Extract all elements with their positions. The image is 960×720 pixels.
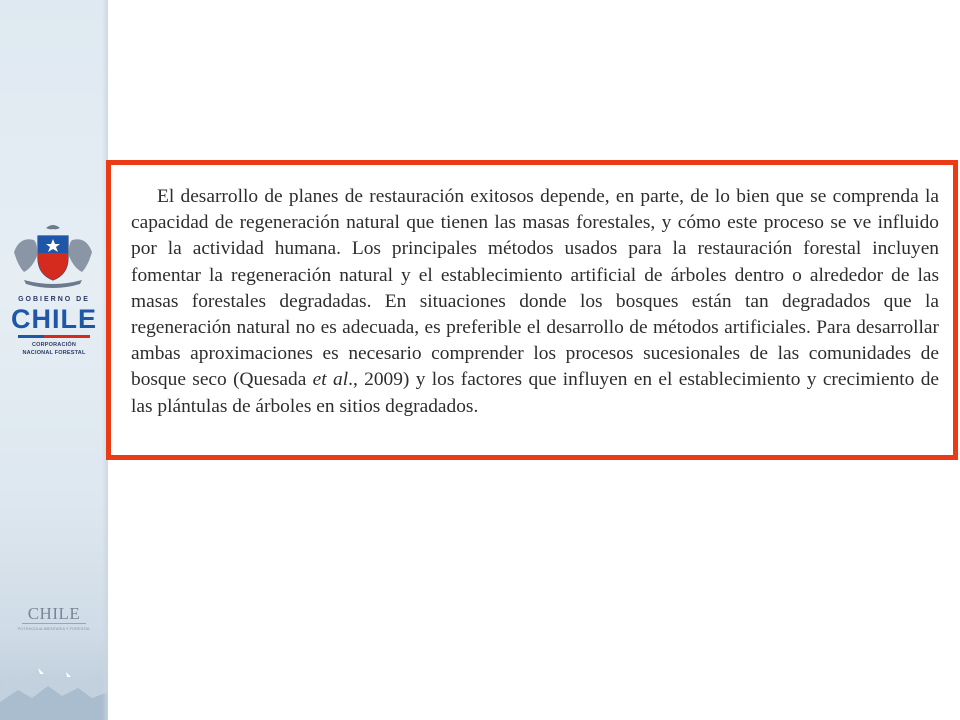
government-label: GOBIERNO DE (18, 296, 90, 303)
brand-wordmark: CHILE (27, 604, 81, 623)
brand-tagline: POTENCIA ALIMENTARIA Y FORESTAL (17, 626, 91, 631)
agency-name-line-2: NACIONAL FORESTAL (22, 350, 86, 356)
mountain-landscape (0, 650, 108, 720)
flag-stripe (18, 335, 90, 338)
quote-italic-citation: et al (312, 369, 349, 391)
quote-paragraph (131, 184, 939, 420)
highlighted-quote-box (106, 160, 958, 460)
brand-divider (22, 623, 86, 624)
quote-text-part-2: ., 2009) y los factores que influyen en el establecimiento y crecimiento de las plántulas de árboles en sitios degradados. (131, 369, 939, 417)
sidebar (0, 0, 108, 720)
agency-name-line-1: CORPORACIÓN (31, 342, 77, 348)
chile-wordmark: CHILE (11, 304, 97, 334)
coat-of-arms-icon (10, 222, 96, 288)
flag-stripe-blue (18, 335, 44, 338)
flag-stripe-red (44, 335, 90, 338)
quote-text-part-1: El desarrollo de planes de restauración exitosos depende, en parte, de lo bien que se comprenda la capacidad de regeneración natural que tienen las masas forestales, y cómo este proceso se ve influido por la actividad humana. Los principales métodos usados para la restauración forestal incluyen fomentar la regeneración natural y el establecimiento artificial de árboles dentro o alrededor de las masas forestales degradadas. En situaciones donde los bosques están tan degradados que la regeneración natural no es adecuada, es preferible el desarrollo de métodos artificiales. Para desarrollar ambas aproximaciones es necesario comprender los procesos sucesionales de las comunidades de bosque seco (Quesada (131, 186, 939, 391)
